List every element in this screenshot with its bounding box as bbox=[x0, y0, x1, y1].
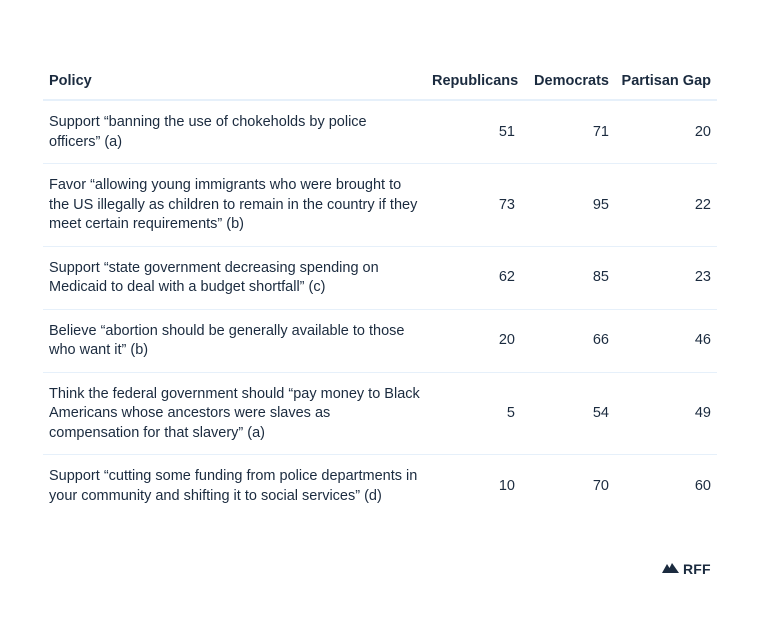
table-row bbox=[43, 309, 717, 372]
table-row bbox=[43, 246, 717, 309]
policy-cell: Support “state government decreasing spending on Medicaid to deal with a budget shortfall” (c) bbox=[43, 246, 426, 309]
policy-cell: Support “banning the use of chokeholds by police officers” (a) bbox=[43, 100, 426, 164]
republicans-cell: 5 bbox=[426, 372, 521, 455]
table-row bbox=[43, 100, 717, 164]
column-header-democrats: Democrats bbox=[521, 62, 615, 100]
column-header-republicans: Republicans bbox=[426, 62, 521, 100]
partisan-gap-cell: 60 bbox=[694, 477, 711, 494]
partisan-gap-cell: 22 bbox=[615, 164, 717, 247]
table-header-row bbox=[43, 62, 717, 100]
policy-cell: Favor “allowing young immigrants who were brought to the US illegally as children to remain in the country if they meet certain requirements” (b) bbox=[43, 164, 426, 247]
democrats-cell: 54 bbox=[521, 372, 615, 455]
policy-table bbox=[43, 62, 717, 517]
policy-cell: Believe “abortion should be generally available to those who want it” (b) bbox=[43, 309, 426, 372]
republicans-cell: 73 bbox=[426, 164, 521, 247]
republicans-cell: 62 bbox=[426, 246, 521, 309]
republicans-cell: 20 bbox=[426, 309, 521, 372]
republicans-cell: 10 bbox=[498, 477, 515, 494]
logo-text: RFF bbox=[683, 561, 711, 577]
democrats-cell: 95 bbox=[521, 164, 615, 247]
policy-table-container bbox=[43, 62, 717, 517]
policy-cell: Think the federal government should “pay money to Black Americans whose ancestors were slaves as compensation for that slavery” (a) bbox=[43, 372, 426, 455]
table-row bbox=[43, 455, 717, 518]
column-header-partisan-gap: Partisan Gap bbox=[615, 62, 717, 100]
democrats-cell: 71 bbox=[521, 100, 615, 164]
policy-cell: Support “cutting some funding from police departments in your community and shifting it to social services” (d) bbox=[49, 468, 418, 504]
republicans-cell: 51 bbox=[426, 100, 521, 164]
partisan-gap-cell: 49 bbox=[615, 372, 717, 455]
democrats-cell: 70 bbox=[592, 477, 609, 494]
table-row bbox=[43, 372, 717, 455]
table-row bbox=[43, 164, 717, 247]
democrats-cell: 66 bbox=[521, 309, 615, 372]
rff-logo bbox=[662, 560, 711, 578]
mountain-icon bbox=[662, 560, 679, 578]
partisan-gap-cell: 20 bbox=[615, 100, 717, 164]
democrats-cell: 85 bbox=[521, 246, 615, 309]
partisan-gap-cell: 46 bbox=[615, 309, 717, 372]
column-header-policy: Policy bbox=[43, 62, 426, 100]
partisan-gap-cell: 23 bbox=[615, 246, 717, 309]
